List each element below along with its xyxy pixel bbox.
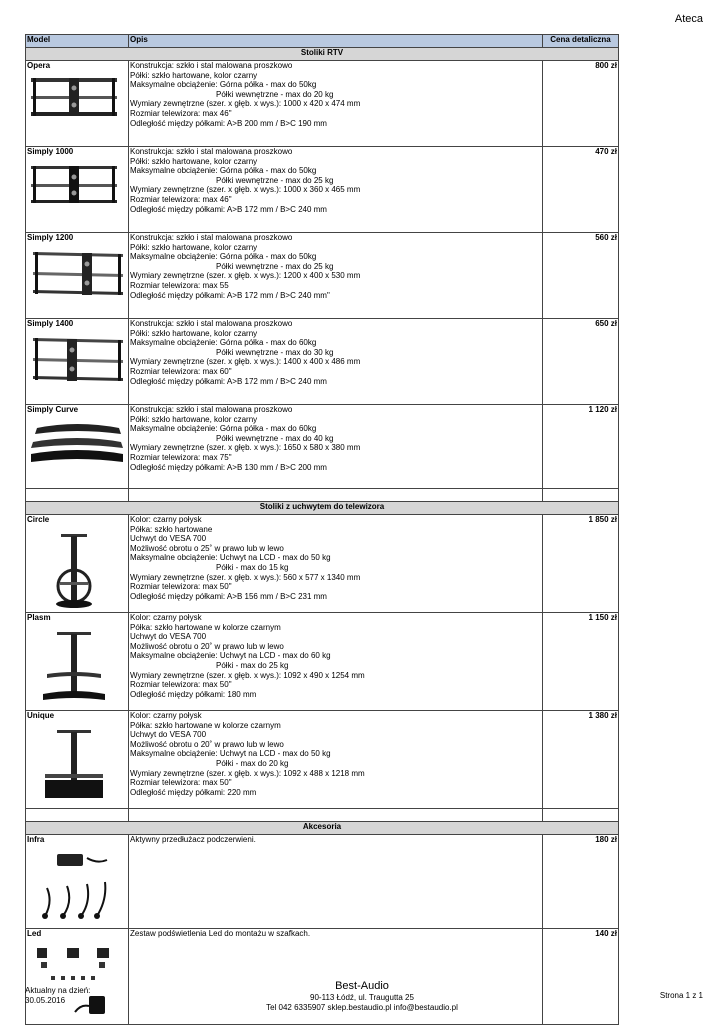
description-line: Aktywny przedłużacz podczerwieni. (130, 835, 256, 844)
description-line: Wymiary zewnętrzne (szer. x głęb. x wys.): 560 x 577 x 1340 mm (130, 572, 361, 582)
model-name: Simply 1200 (27, 233, 74, 242)
model-cell (26, 61, 129, 147)
description-line: Półki: szkło hartowane, kolor czarny (130, 328, 258, 338)
description-line: Konstrukcja: szkło i stal malowana proszkowo (130, 61, 293, 70)
price-cell: 560 zł (543, 233, 619, 319)
description-line: Półki - max do 25 kg (216, 660, 289, 670)
product-row (26, 405, 619, 489)
price-cell: 1 380 zł (543, 711, 619, 809)
description-line: Uchwyt do VESA 700 (130, 534, 207, 544)
description-cell (129, 711, 543, 809)
model-name: Simply 1000 (27, 147, 74, 156)
description-line: Odległość między półkami: 180 mm (130, 689, 257, 699)
company-contact: Tel 042 6335907 sklep.bestaudio.pl info@bestaudio.pl (266, 1003, 458, 1012)
description-line: Zestaw podświetlenia Led do montażu w szafkach. (130, 929, 311, 938)
model-name: Infra (27, 835, 45, 844)
description-line: Maksymalne obciążenie: Uchwyt na LCD - max do 60 kg (130, 651, 331, 661)
description-line: Konstrukcja: szkło i stal malowana proszkowo (130, 319, 293, 328)
header-description: Opis (129, 35, 543, 48)
description-line: Uchwyt do VESA 700 (130, 730, 207, 740)
description-line: Rozmiar telewizora: max 55 (130, 280, 229, 290)
description-line: Rozmiar telewizora: max 75" (130, 452, 232, 462)
product-row (26, 147, 619, 233)
description-line: Wymiary zewnętrzne (szer. x głęb. x wys.): 1000 x 420 x 474 mm (130, 99, 361, 109)
description-line: Maksymalne obciążenie: Górna półka - max do 60kg (130, 424, 317, 434)
description-cell (129, 613, 543, 711)
description-cell (129, 233, 543, 319)
empty-cell (543, 809, 619, 822)
model-cell (26, 613, 129, 711)
description-line: Wymiary zewnętrzne (szer. x głęb. x wys.): 1092 x 488 x 1218 mm (130, 768, 365, 778)
description-line: Półki - max do 20 kg (216, 758, 289, 768)
description-line: Półki wewnętrzne - max do 25 kg (216, 175, 334, 185)
description-line: Półki wewnętrzne - max do 25 kg (216, 261, 334, 271)
description-line: Rozmiar telewizora: max 46" (130, 194, 232, 204)
ir-extender-icon (27, 848, 127, 928)
description-line: Półki wewnętrzne - max do 40 kg (216, 433, 334, 443)
header-price: Cena detaliczna (543, 35, 619, 48)
stand-simply-1400-icon (27, 332, 127, 386)
empty-cell (26, 809, 129, 822)
description-line: Półki: szkło hartowane, kolor czarny (130, 70, 258, 80)
description-line: Odległość między półkami: A>B 172 mm / B>C 240 mm (130, 376, 327, 386)
price-cell: 1 120 zł (543, 405, 619, 489)
description-line: Maksymalne obciążenie: Górna półka - max do 50kg (130, 80, 317, 90)
description-line: Uchwyt do VESA 700 (130, 632, 207, 642)
price-cell: 800 zł (543, 61, 619, 147)
description-cell (129, 835, 543, 929)
model-name: Led (27, 929, 42, 938)
model-cell (26, 405, 129, 489)
description-cell (129, 61, 543, 147)
description-line: Półki: szkło hartowane, kolor czarny (130, 242, 258, 252)
description-line: Półki: szkło hartowane, kolor czarny (130, 156, 258, 166)
description-line: Półka: szkło hartowane w kolorze czarnym (130, 720, 281, 730)
description-cell (129, 319, 543, 405)
section-header-row (26, 48, 619, 61)
price-cell: 470 zł (543, 147, 619, 233)
stand-plasm-icon (27, 626, 127, 710)
price-cell: 650 zł (543, 319, 619, 405)
description-line: Rozmiar telewizora: max 60" (130, 366, 232, 376)
description-line: Wymiary zewnętrzne (szer. x głęb. x wys.): 1650 x 580 x 380 mm (130, 443, 361, 453)
company-name: Best-Audio (335, 980, 389, 992)
model-name: Circle (27, 515, 50, 524)
model-cell (26, 319, 129, 405)
empty-cell (129, 809, 543, 822)
updated-label: Aktualny na dzień: (25, 986, 91, 995)
description-cell (129, 147, 543, 233)
description-line: Półki - max do 15 kg (216, 562, 289, 572)
empty-cell (129, 489, 543, 502)
description-line: Konstrukcja: szkło i stal malowana proszkowo (130, 147, 293, 156)
header-model: Model (26, 35, 129, 48)
description-line: Konstrukcja: szkło i stal malowana proszkowo (130, 233, 293, 242)
description-line: Półki wewnętrzne - max do 20 kg (216, 89, 334, 99)
price-list-table (25, 34, 619, 1025)
description-line: Kolor: czarny połysk (130, 711, 202, 720)
table-body (26, 48, 619, 1025)
product-row (26, 711, 619, 809)
description-line: Rozmiar telewizora: max 50" (130, 582, 232, 592)
description-line: Odległość między półkami: A>B 156 mm / B>C 231 mm (130, 591, 327, 601)
product-row (26, 515, 619, 613)
product-row (26, 319, 619, 405)
description-line: Maksymalne obciążenie: Górna półka - max do 50kg (130, 166, 317, 176)
product-row (26, 61, 619, 147)
price-cell: 1 850 zł (543, 515, 619, 613)
page-number: Strona 1 z 1 (659, 991, 703, 1000)
description-line: Wymiary zewnętrzne (szer. x głęb. x wys.): 1200 x 400 x 530 mm (130, 271, 361, 281)
stand-unique-icon (27, 724, 127, 808)
description-line: Maksymalne obciążenie: Uchwyt na LCD - max do 50 kg (130, 553, 331, 563)
description-line: Wymiary zewnętrzne (szer. x głęb. x wys.): 1400 x 400 x 486 mm (130, 357, 361, 367)
description-line: Rozmiar telewizora: max 46" (130, 108, 232, 118)
model-cell (26, 147, 129, 233)
table-header-row (26, 35, 619, 48)
description-line: Odległość między półkami: A>B 130 mm / B>C 200 mm (130, 462, 327, 472)
description-line: Rozmiar telewizora: max 50" (130, 778, 232, 788)
description-line: Konstrukcja: szkło i stal malowana proszkowo (130, 405, 293, 414)
section-title: Stoliki RTV (26, 48, 619, 61)
price-cell: 1 150 zł (543, 613, 619, 711)
description-line: Maksymalne obciążenie: Uchwyt na LCD - max do 50 kg (130, 749, 331, 759)
empty-cell (26, 489, 129, 502)
model-name: Simply 1400 (27, 319, 74, 328)
model-cell (26, 835, 129, 929)
model-name: Plasm (27, 613, 51, 622)
description-line: Maksymalne obciążenie: Górna półka - max do 50kg (130, 252, 317, 262)
model-name: Unique (27, 711, 55, 720)
description-line: Wymiary zewnętrzne (szer. x głęb. x wys.): 1092 x 490 x 1254 mm (130, 670, 365, 680)
description-line: Odległość między półkami: 220 mm (130, 787, 257, 797)
description-line: Odległość między półkami: A>B 172 mm / B>C 240 mm" (130, 290, 330, 300)
description-cell (129, 515, 543, 613)
stand-simply-1000-icon (27, 160, 127, 208)
description-line: Półka: szkło hartowane w kolorze czarnym (130, 622, 281, 632)
description-line: Maksymalne obciążenie: Górna półka - max do 60kg (130, 338, 317, 348)
model-cell (26, 711, 129, 809)
price-cell: 140 zł (543, 929, 619, 1025)
empty-cell (543, 489, 619, 502)
description-line: Możliwość obrotu o 20˚ w prawo lub w lewo (130, 641, 284, 651)
description-line: Możliwość obrotu o 20˚ w prawo lub w lewo (130, 739, 284, 749)
spacer-row (26, 809, 619, 822)
section-header-row (26, 822, 619, 835)
brand-name: Ateca (674, 13, 703, 25)
description-line: Półki: szkło hartowane, kolor czarny (130, 414, 258, 424)
model-name: Simply Curve (27, 405, 79, 414)
section-header-row (26, 502, 619, 515)
stand-three-shelf-icon (27, 74, 127, 122)
product-row (26, 835, 619, 929)
product-row (26, 613, 619, 711)
company-address: 90-113 Łódź, ul. Traugutta 25 (310, 993, 414, 1002)
description-line: Możliwość obrotu o 25˚ w prawo lub w lewo (130, 543, 284, 553)
stand-simply-1200-icon (27, 246, 127, 300)
price-cell: 180 zł (543, 835, 619, 929)
model-cell (26, 515, 129, 613)
updated-date: 30.05.2016 (25, 996, 66, 1005)
description-line: Rozmiar telewizora: max 50" (130, 680, 232, 690)
footer-company (0, 980, 724, 1013)
description-line: Wymiary zewnętrzne (szer. x głęb. x wys.): 1000 x 360 x 465 mm (130, 185, 361, 195)
description-line: Kolor: czarny połysk (130, 515, 202, 524)
model-cell (26, 233, 129, 319)
description-line: Odległość między półkami: A>B 200 mm / B>C 190 mm (130, 118, 327, 128)
section-title: Stoliki z uchwytem do telewizora (26, 502, 619, 515)
product-row (26, 233, 619, 319)
stand-circle-icon (27, 528, 127, 612)
section-title: Akcesoria (26, 822, 619, 835)
description-line: Odległość między półkami: A>B 172 mm / B>C 240 mm (130, 204, 327, 214)
model-name: Opera (27, 61, 51, 70)
description-line: Półki wewnętrzne - max do 30 kg (216, 347, 334, 357)
spacer-row (26, 489, 619, 502)
description-line: Kolor: czarny połysk (130, 613, 202, 622)
description-cell (129, 405, 543, 489)
description-line: Półka: szkło hartowane (130, 524, 213, 534)
stand-curve-icon (27, 418, 127, 468)
